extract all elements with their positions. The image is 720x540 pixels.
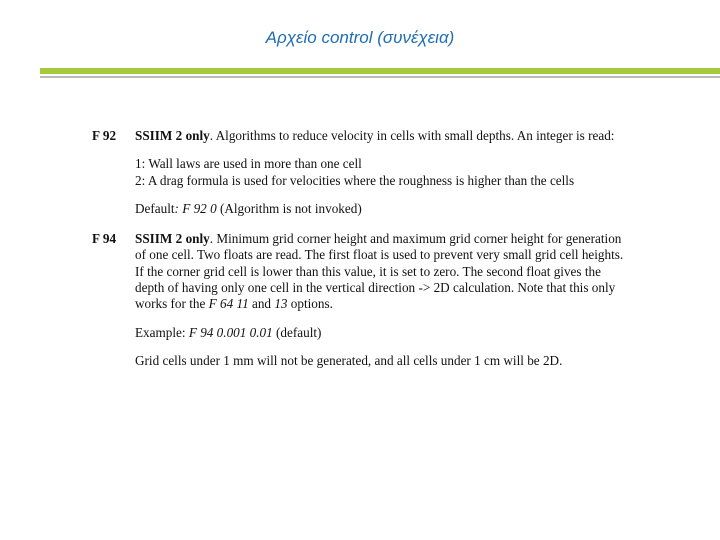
entry-code: F 94: [92, 231, 117, 247]
example-line: Example: F 94 0.001 0.01 (default): [135, 324, 322, 340]
divider-rule: [40, 76, 720, 78]
option-line: 1: Wall laws are used in more than one cell: [135, 156, 362, 172]
model-label: SSIIM 2 only: [135, 128, 210, 143]
slide-title: Αρχείο control (συνέχεια): [265, 28, 455, 47]
entry-body: [135, 231, 632, 381]
entry-code: F 92: [92, 128, 117, 143]
entry-description: SSIIM 2 only. Minimum grid corner height and maximum grid corner height for generation of one cell. Two floats are read. The first float is used to prevent very small grid cell heights. If the corner grid cell is lower than this value, it is set to zero. The second float gives the depth of having only one cell in the vertical direction -> 2D calculation. Note that this only works for the F 64 11 and 13 options.: [135, 231, 624, 312]
model-label: SSIIM 2 only: [135, 231, 210, 247]
accent-bar: [40, 68, 720, 74]
entry-f94: [92, 231, 632, 381]
note-line: Grid cells under 1 mm will not be generated, and all cells under 1 cm will be 2D.: [135, 352, 563, 368]
entry-f92: [92, 128, 632, 229]
option-line: 2: A drag formula is used for velocities where the roughness is higher than the cells: [135, 172, 575, 188]
entry-description: SSIIM 2 only. Algorithms to reduce velocity in cells with small depths. An integer is read:: [135, 128, 615, 143]
default-line: Default: F 92 0 (Algorithm is not invoked): [135, 200, 362, 216]
document-body: [92, 128, 632, 381]
entry-body: [135, 128, 632, 229]
